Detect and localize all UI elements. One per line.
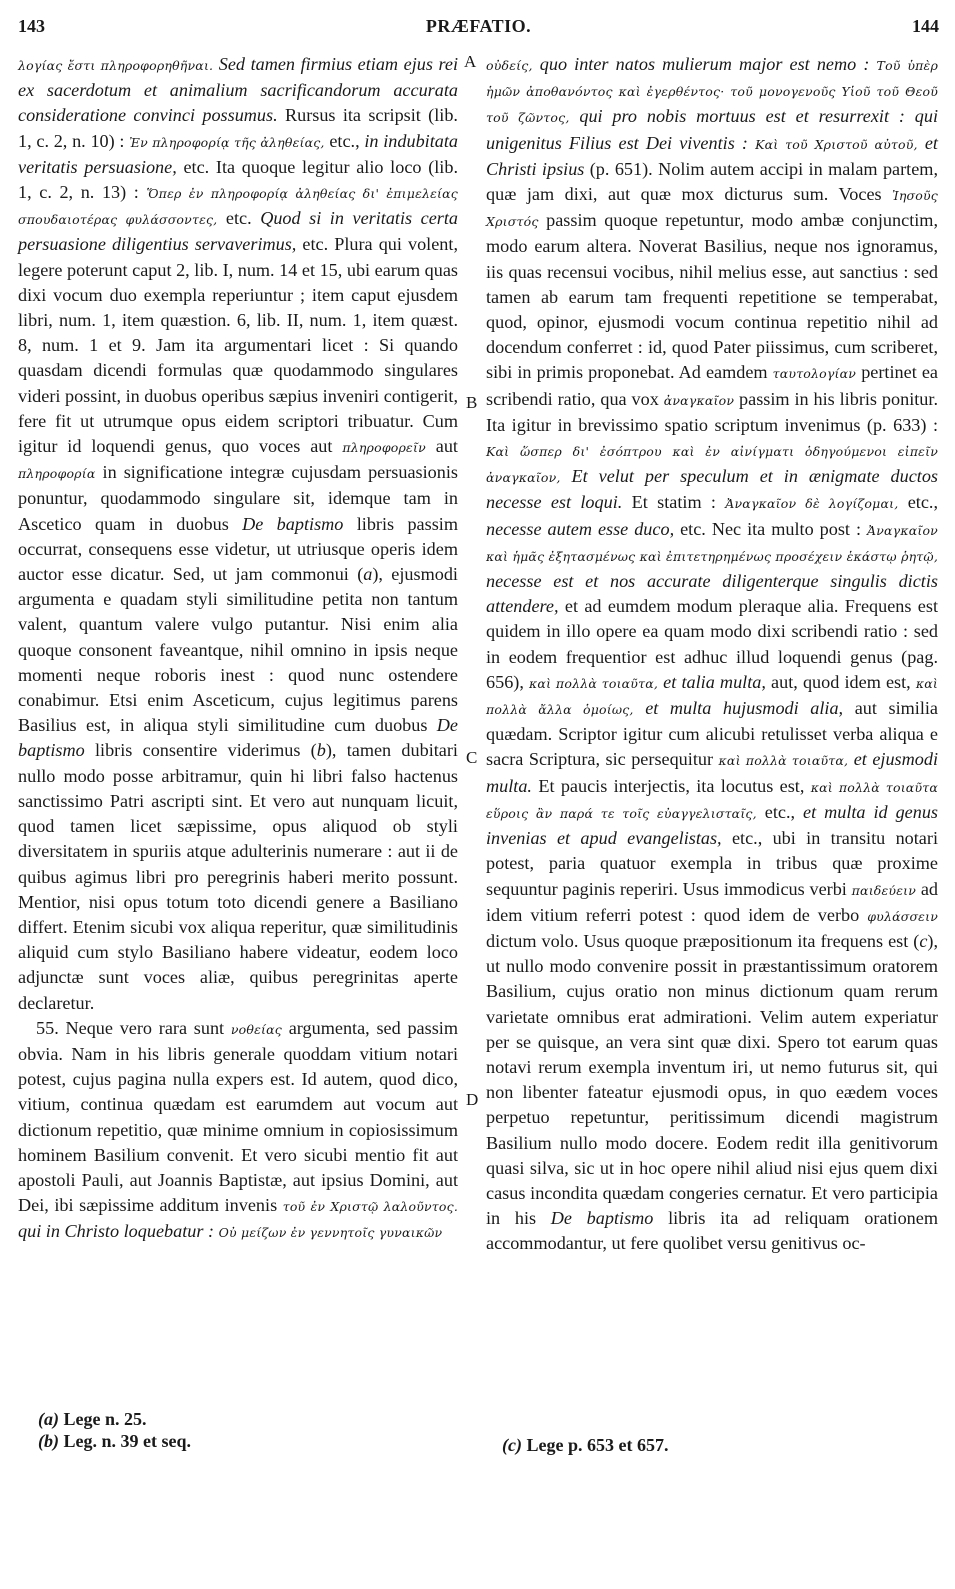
- margin-marker-d: D: [466, 1090, 479, 1109]
- margin-marker-a: A: [464, 52, 477, 71]
- left-column-text: in significatione integræ cujusdam persuasionis ponuntur, quodammodo singulare sit, idemque tam in Ascetico quam in duobus: [18, 462, 458, 534]
- right-column-text: etc.,: [756, 801, 804, 822]
- left-column-italic-text: De baptismo: [242, 513, 344, 534]
- left-column-text: ), ejusmodi argumenta e quadam styli similitudine petita non tantum valent, quantum valere vulgo putantur. Nisi enim alia quoque consonent faveantque, nihil omnino in ipsis neque momenti neque roboris inest : quod nunc ostendere conabimur. Etsi enim Asceticum, cujus legitimus parens Basilius est, in aliqua styli similitudine cum duobus: [18, 564, 458, 736]
- left-column-text: [18, 52, 458, 1246]
- left-column-text: libris consentire viderimus (: [84, 740, 317, 761]
- right-column-text: aut, quod idem est,: [765, 671, 916, 692]
- running-title: PRÆFATIO.: [425, 16, 532, 36]
- left-column-italic-text: in indubitata veritatis persuasione,: [18, 130, 459, 177]
- left-column-text: etc. Ita quoque legitur alio loco (lib. 1, c. 2, n. 13) :: [18, 156, 458, 203]
- left-column-italic-text: De baptismo: [18, 715, 458, 761]
- right-column-italic-text: necesse autem esse duco,: [486, 518, 675, 539]
- left-column-italic-text: Sed tamen firmius etiam ejus rei ex sacerdotum et animalium sacrificandorum accurata consideratione convinci possumus.: [18, 54, 458, 126]
- margin-marker-c: C: [466, 748, 478, 767]
- right-column-text: etc., ubi in transitu notari potest, paria quatuor exempla in tribus quæ proxime sequuntur paginis reperiri. Usus immodicus verbi: [486, 828, 938, 899]
- left-column-greek-text: λογίας ἔστι πληροφορηθῆναι.: [18, 58, 214, 73]
- left-column-text: 55. Neque vero rara sunt: [36, 1017, 231, 1038]
- footnote-c-text: Lege p. 653 et 657.: [521, 1435, 669, 1455]
- right-column-greek-text: καὶ πολλὰ τοιαῦτα εὕροις ἂν παρά τε τοῖς εὐαγγελισταῖς,: [486, 779, 938, 821]
- left-column-text: Rursus ita scripsit (lib. 1, c. 2, n. 10) :: [18, 105, 458, 151]
- right-column-italic-text: Et velut per speculum et in ænigmate ductos necesse est loqui.: [486, 466, 938, 513]
- right-column-text: [486, 52, 938, 1257]
- left-column-greek-text: πληροφορεῖν: [342, 440, 426, 456]
- footnote-a: [38, 1408, 191, 1430]
- right-column-text: ), ut nullo modo convenire possit in præstantissimum oratorem Basilium, cujus oratio non minus dictionum quam rerum varietate omnibus erat admirationi. Velim autem experiatur per se quisque, an vera sint quæ dixi. Spero tot earum quas notavi rerum exempla inventum iri, ut nemo futurus sit, qui non libenter fateatur ejusmodi opus, in quo eædem voces perpetuo repetuntur, peritissimum dicendi magistrum Basilium nullo modo docere. Eodem redit illa genitivorum quasi silva, sic ut in hoc opere nihil aliud nisi ejus quem dixi casus incondita quædam congeries cernatur. Et vero participia in his: [486, 930, 938, 1229]
- page-number-left: 143: [18, 16, 45, 36]
- right-column-italic-text: quo inter natos mulierum major est nemo :: [532, 54, 870, 74]
- right-column-italic-text: et multa id genus invenias et apud evangelistas,: [486, 801, 938, 849]
- right-column-italic-text: necesse est et nos accurate diligenterque singulis dictis attendere,: [486, 571, 938, 617]
- margin-marker-b: B: [466, 393, 478, 412]
- right-column-text: dictum volo. Usus quoque præpositionum ita frequens est (: [486, 930, 920, 951]
- footnotes-left: [38, 1408, 191, 1452]
- right-column-greek-text: παιδεύειν: [851, 882, 917, 898]
- footnote-a-text: Lege n. 25.: [59, 1409, 147, 1429]
- right-column-text: libris ita ad reliquam orationem accommodantur, ut fere quolibet versu genitivus oc-: [486, 1208, 938, 1254]
- left-column-italic-text: a: [363, 564, 373, 585]
- right-column-italic-text: et multa hujusmodi alia,: [633, 698, 844, 719]
- right-column-greek-text: Τοῦ ὑπὲρ ἡμῶν ἀποθανόντος καὶ ἐγερθέντος· τοῦ μονογενοῦς Υἱοῦ τοῦ Θεοῦ τοῦ ζῶντος,: [486, 58, 939, 126]
- footnote-a-label: (a): [38, 1409, 59, 1429]
- left-column-italic-text: Quod si in veritatis certa persuasione diligentius servaverimus,: [18, 208, 459, 255]
- right-column-italic-text: qui pro nobis mortuus est et resurrexit : qui unigenitus Filius est Dei viventis :: [486, 106, 938, 153]
- right-column-greek-text: καὶ πολλὰ τοιαῦτα,: [529, 675, 659, 691]
- left-column-text: etc.,: [324, 130, 365, 151]
- page-number-right: 144: [912, 16, 939, 36]
- right-column-text: passim quoque repetuntur, modo ambæ conjunctim, modo earum altera. Noverat Basilius, neque nos ignoramus, iis quas recensui vocibus, nihil melius esse, aut sanctius : sed tamen ab earum tam frequenti repetitione se temperabat, quod, opinor, ejusmodi vocum continua repetitio nihil ad docendum conferret : id, quod Pater piissimus, cum scriberet, sibi in primis proponebat. Ad eamdem: [486, 210, 938, 383]
- left-column-greek-text: νοθείας: [230, 1021, 282, 1037]
- right-column-greek-text: φυλάσσειν: [867, 908, 938, 924]
- right-column-greek-text: Ἰησοῦς Χριστός: [486, 188, 938, 230]
- left-column-text: etc. Plura qui volent, legere poterunt caput 2, lib. I, num. 14 et 15, ubi earum quas dixi vocum duo exempla reperiuntur ; item caput ejusdem libri, num. 1, item quæstion. 6, lib. II, num. 1, item quæst. 8, num. 1 et 9. Jam ita argumentari licet : Si quando quasdam dicendi formulas quæ quodammodo singulares videri possint, in duobus operibus sæpius inveniri contigerit, fere fit ut utrumque opus eidem scriptori tribuatur. Cum igitur id loquendi genus, quo voces aut: [18, 234, 459, 457]
- right-column-text: et ad eumdem modum pleraque alia. Frequens est quidem in illo opere ea quam modo dixi scribendi ratio : sed in eodem frequentior est adhuc illud loquendi genus (pag. 656),: [486, 596, 938, 692]
- left-column-text: argumenta, sed passim obvia. Nam in his libris generale quoddam vitium notari potest, cujus pagina nulla expers est. Id autem, quod dico, vitium, continua quædam est earumdem aut vocum aut dictionum repetitio, quæ minime omnium in copiosissimum hominem Basilium convenit. Et vero sicubi mentio fit aut apostoli Pauli, aut Joannis Baptistæ, aut ipsius Domini, aut Dei, ibi sæpissime additum invenis: [18, 1017, 458, 1216]
- left-column-italic-text: qui in Christo loquebatur :: [18, 1221, 215, 1242]
- left-column-greek-text: Ἐν πληροφορίᾳ τῆς ἀληθείας,: [129, 134, 325, 150]
- right-column-text: (p. 651). Nolim autem accipi in malam partem, quæ jam dixi, aut quæ mox dicturus sum. Voces: [486, 158, 938, 205]
- footnote-b: [38, 1430, 191, 1452]
- right-column-greek-text: οὐδείς,: [486, 58, 533, 73]
- left-column-greek-text: Ὅπερ ἐν πληροφορίᾳ ἀληθείας δι' ἐπιμελείας σπουδαιοτέρας φυλάσσοντες,: [18, 186, 458, 228]
- right-column-greek-text: Ἀναγκαῖον δὲ λογίζομαι,: [725, 496, 899, 512]
- right-column-text: pertinet ea scribendi ratio, qua vox: [486, 362, 938, 409]
- right-column-greek-text: Καὶ τοῦ Χριστοῦ αὐτοῦ,: [755, 136, 918, 152]
- footnote-b-text: Leg. n. 39 et seq.: [59, 1431, 191, 1451]
- right-column-greek-text: καὶ πολλὰ τοιαῦτα,: [718, 753, 849, 769]
- left-column-text: ), tamen dubitari nullo modo posse arbitramur, quin hi libri falso hactenus sanctissimo Patri ascripti sint. Et vero aut nunquam licuit, quod tamen licet sæpissime, opus aliquod ob styli diversitatem in spuriis atque adulterinis numerare : aut ii de quibus agimus libri pro peregrinis haberi merito possunt. Mentior, nisi opus totum toto dicendi genere a Basiliano differt. Etenim sicubi vox aliqua reperitur, quæ similitudinis aliquid cum stylo Basiliano habere videatur, eodem loco adjunctæ sunt voces aliæ, quibus peregrinitas aperte declaretur.: [18, 740, 458, 1013]
- right-column-greek-text: Ἀναγκαῖον καὶ ἡμᾶς ἐξητασμένως καὶ ἐπιτετηρημένως προσέχειν ἑκάστῳ ῥητῷ,: [486, 522, 938, 564]
- footnote-b-label: (b): [38, 1431, 59, 1451]
- left-column-text: etc.: [217, 208, 261, 229]
- left-column-greek-text: πληροφορία: [18, 466, 96, 482]
- footnotes-right: [502, 1434, 668, 1456]
- right-column-text: Et paucis interjectis, ita locutus est,: [531, 775, 811, 796]
- right-column-italic-text: c: [919, 930, 928, 951]
- left-column-italic-text: b: [316, 740, 326, 761]
- running-header: [18, 16, 939, 44]
- right-column-text: etc.,: [898, 492, 938, 513]
- right-column-italic-text: De baptismo: [550, 1208, 654, 1229]
- right-column-italic-text: et Christi ipsius: [486, 132, 938, 179]
- right-column-text: passim in his libris ponitur. Ita igitur in brevissimo spatio scriptum invenimus (p. 633) :: [486, 388, 938, 435]
- left-column-text: aut: [425, 436, 458, 457]
- right-column-text: ad idem vitium referri potest : quod idem de verbo: [486, 878, 938, 925]
- left-column-greek-text: Οὐ μείζων ἐν γεννητοῖς γυναικῶν: [218, 1225, 443, 1241]
- left-column-greek-text: τοῦ ἐν Χριστῷ λαλοῦντος.: [282, 1199, 459, 1215]
- right-column-italic-text: et ejusmodi multa.: [486, 749, 938, 796]
- right-column-greek-text: ταυτολογίαν: [772, 366, 857, 382]
- right-column-text: Et statim :: [622, 492, 726, 513]
- footnote-c: [502, 1434, 668, 1456]
- right-column-text: etc. Nec ita multo post :: [674, 518, 867, 539]
- footnote-c-label: (c): [502, 1435, 522, 1455]
- right-column-greek-text: Καὶ ὥσπερ δι' ἐσόπτρου καὶ ἐν αἰνίγματι ὁδηγούμενοι εἰπεῖν ἀναγκαῖον,: [486, 444, 938, 486]
- right-column-text: [869, 54, 876, 74]
- left-column-text: libris passim occurrat, consequens esse videtur, ut utriusque operis idem auctor esse dicatur. Sed, ut jam commonui (: [18, 513, 458, 585]
- right-column-italic-text: et talia multa,: [658, 671, 766, 692]
- right-column-text: aut similia quædam. Scriptor igitur cum alicubi retulisset verba aliqua e sacra Scriptura, sic persequitur: [486, 698, 938, 770]
- right-column-greek-text: καὶ πολλὰ ἄλλα ὁμοίως,: [486, 675, 939, 718]
- right-column-greek-text: ἀναγκαῖον: [663, 392, 735, 408]
